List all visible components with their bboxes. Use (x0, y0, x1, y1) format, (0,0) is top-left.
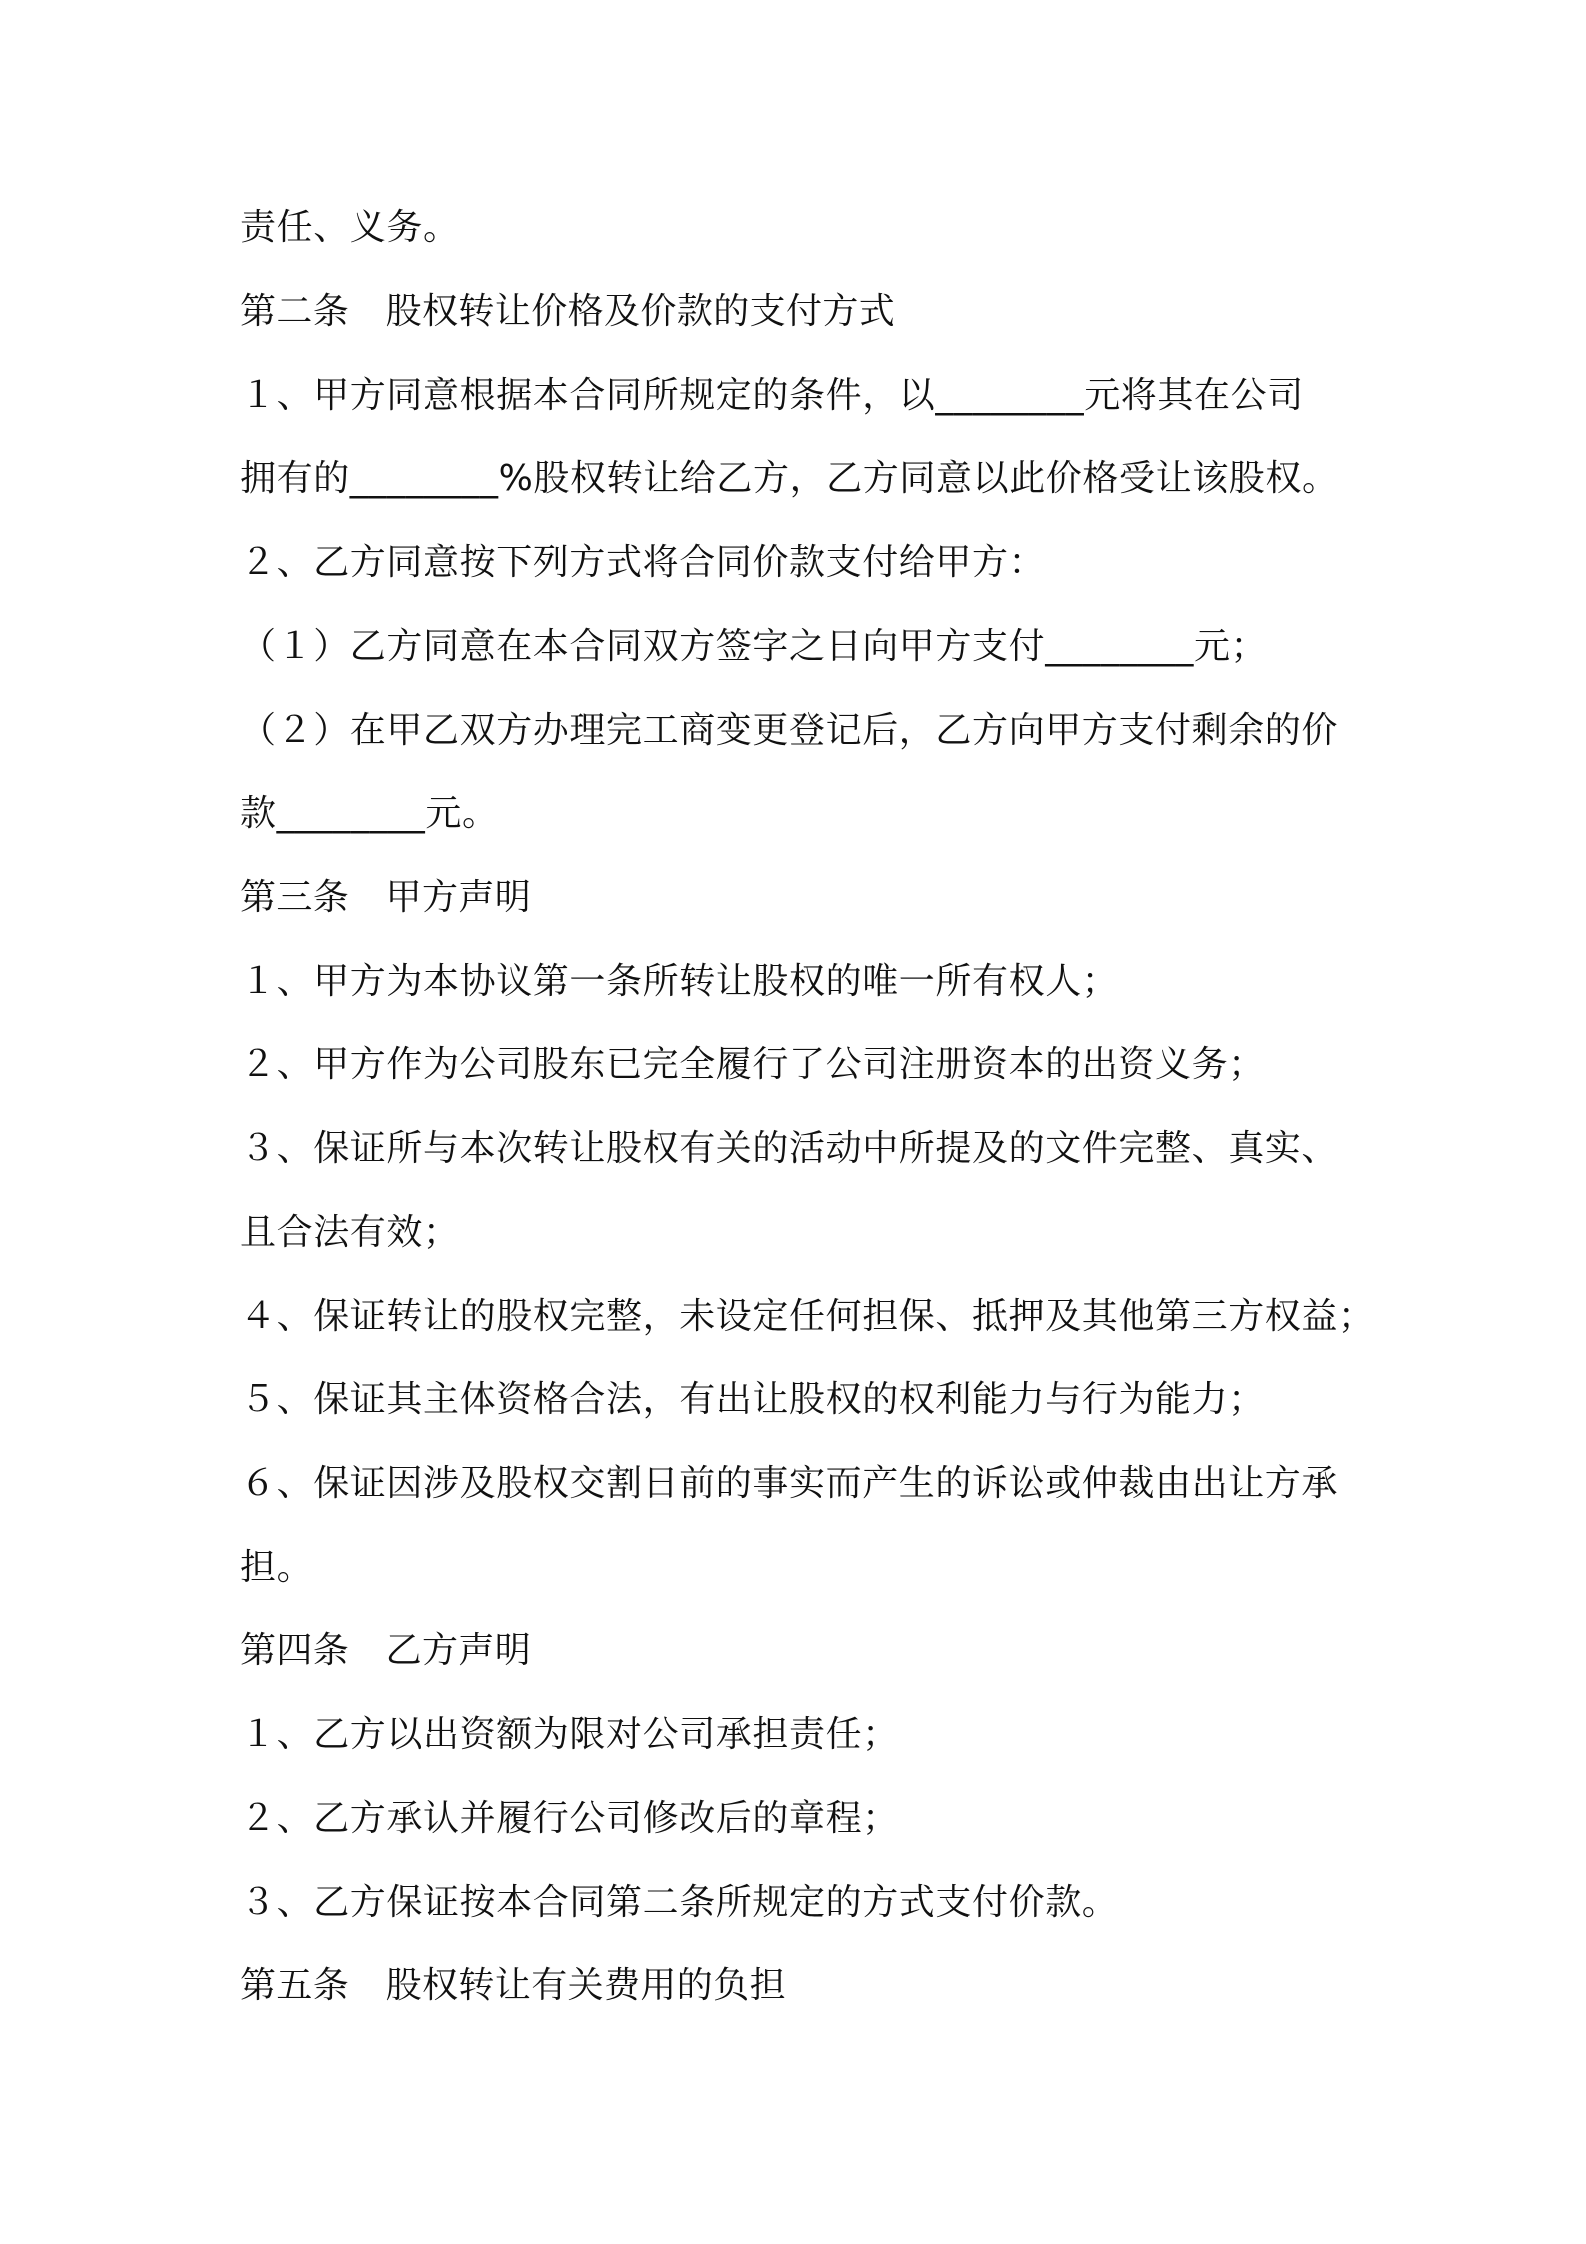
clause-text-line: ２、乙方承认并履行公司修改后的章程； (240, 1798, 899, 1839)
clause-text-line: （１）乙方同意在本合同双方签字之日向甲方支付________元； (240, 626, 1268, 667)
clause-text-line: １、乙方以出资额为限对公司承担责任； (240, 1714, 899, 1755)
clause-text-line: 责任、义务。 (240, 207, 460, 248)
clause-text-line: ２、乙方同意按下列方式将合同价款支付给甲方： (240, 542, 1046, 583)
clause-text-line: 款________元。 (240, 793, 499, 834)
clause-text-line: （２）在甲乙双方办理完工商变更登记后，乙方向甲方支付剩余的价 (240, 710, 1339, 751)
clause-text-line: ６、保证因涉及股权交割日前的事实而产生的诉讼或仲裁由出让方承 (240, 1463, 1339, 1504)
clause-text-line: ５、保证其主体资格合法，有出让股权的权利能力与行为能力； (240, 1379, 1265, 1420)
clause-text-line: ３、乙方保证按本合同第二条所规定的方式支付价款。 (240, 1882, 1119, 1923)
clause-text-line: 且合法有效； (240, 1212, 460, 1253)
clause-text-line: ３、保证所与本次转让股权有关的活动中所提及的文件完整、真实、 (240, 1128, 1339, 1169)
clause-text-line: １、甲方同意根据本合同所规定的条件，以________元将其在公司 (240, 375, 1304, 416)
article-heading: 第四条 乙方声明 (240, 1630, 532, 1671)
clause-text-line: ４、保证转让的股权完整，未设定任何担保、抵押及其他第三方权益； (240, 1296, 1375, 1337)
clause-text-line: ２、甲方作为公司股东已完全履行了公司注册资本的出资义务； (240, 1044, 1265, 1085)
clause-text-line: １、甲方为本协议第一条所转让股权的唯一所有权人； (240, 961, 1119, 1002)
article-heading: 第三条 甲方声明 (240, 877, 532, 918)
article-heading: 第五条 股权转让有关费用的负担 (240, 1965, 787, 2006)
clause-text-line: 拥有的________%股权转让给乙方，乙方同意以此价格受让该股权。 (240, 458, 1339, 499)
clause-text-line: 担。 (240, 1547, 314, 1588)
article-heading: 第二条 股权转让价格及价款的支付方式 (240, 291, 896, 332)
